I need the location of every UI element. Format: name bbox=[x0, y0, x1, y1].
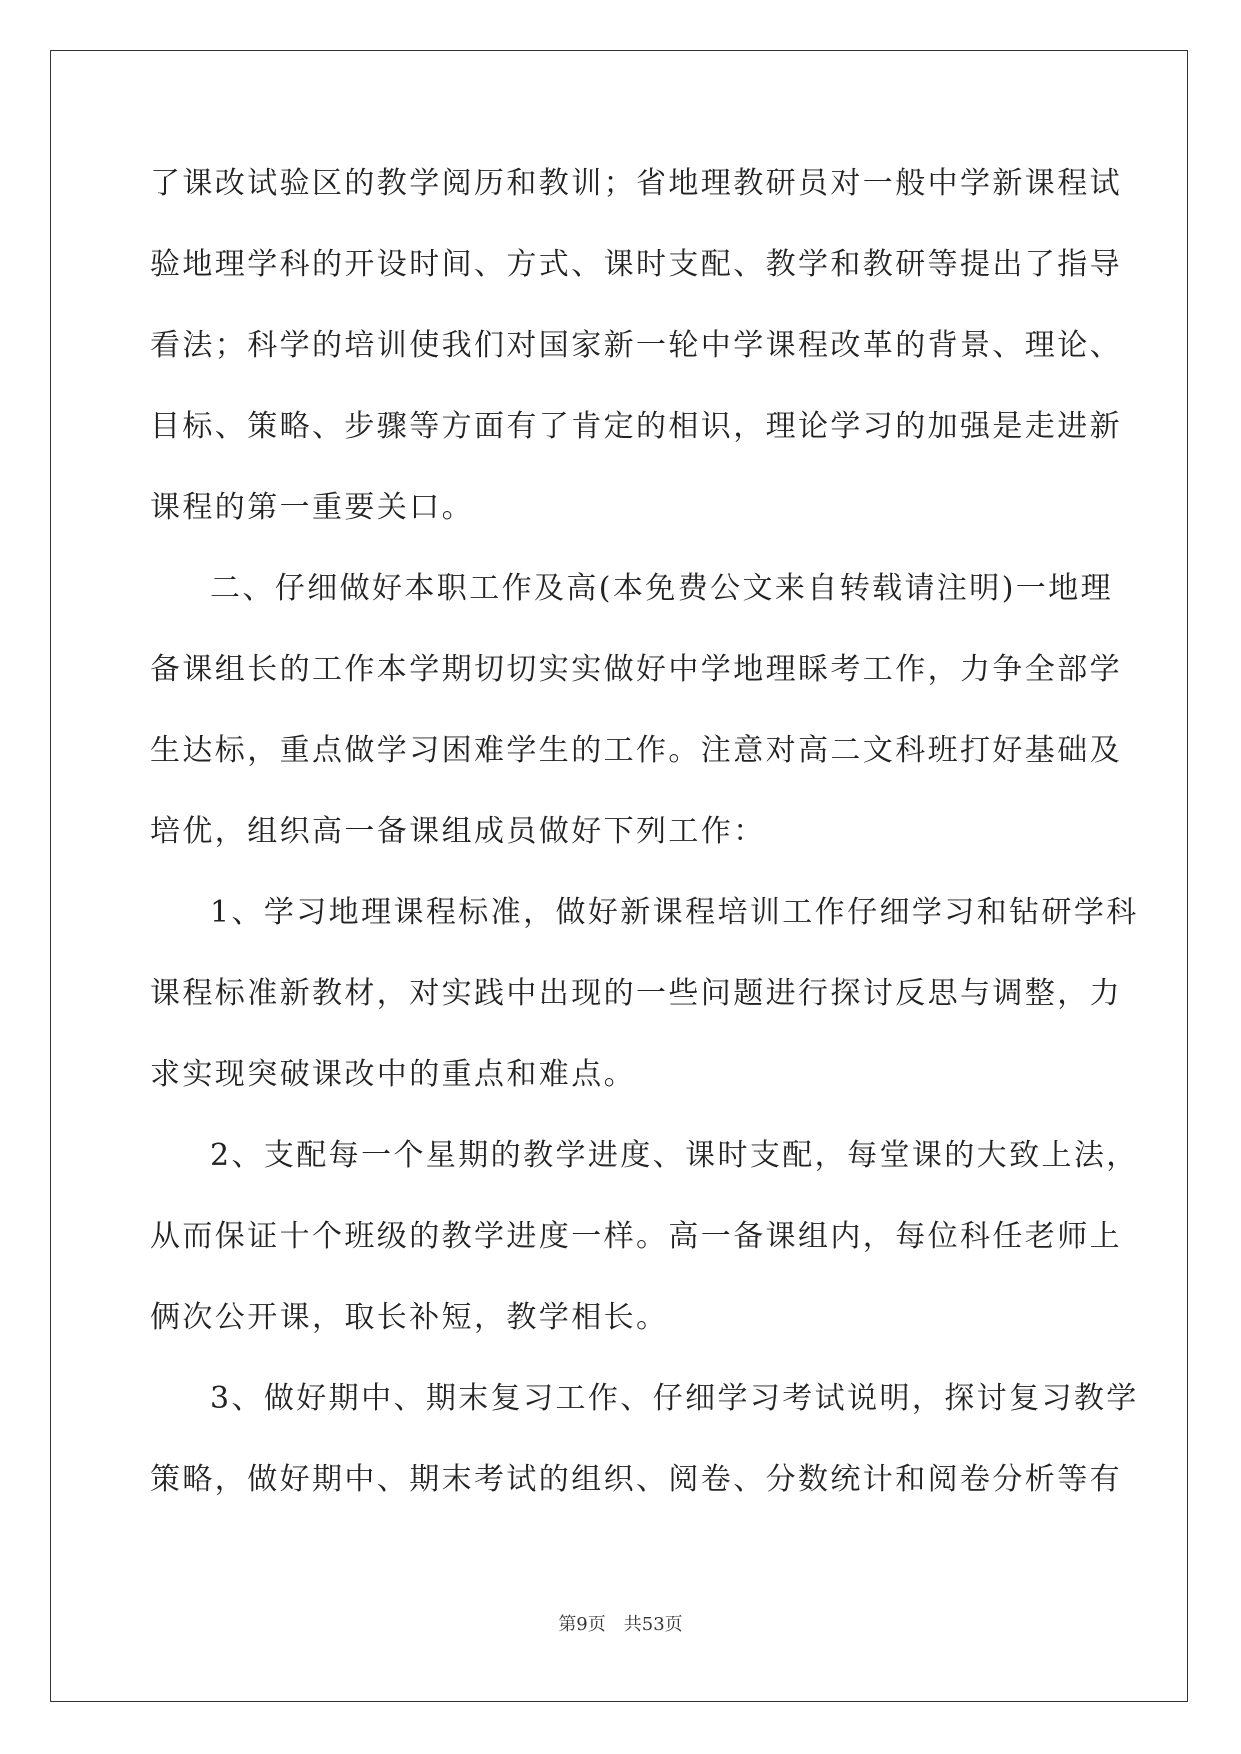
page-footer bbox=[0, 1610, 1241, 1636]
text-line: 看法；科学的培训使我们对国家新一轮中学课程改革的背景、理论、 bbox=[150, 328, 1122, 363]
text-line: 二、仔细做好本职工作及高(本免费公文来自转载请注明)一地理 bbox=[210, 571, 1114, 606]
document-body bbox=[150, 160, 1139, 1537]
text-line: 3、做好期中、期末复习工作、仔细学习考试说明，探讨复习教学 bbox=[210, 1381, 1139, 1416]
text-line: 目标、策略、步骤等方面有了肯定的相识，理论学习的加强是走进新 bbox=[150, 409, 1122, 444]
text-line: 从而保证十个班级的教学进度一样。高一备课组内，每位科任老师上 bbox=[150, 1219, 1122, 1254]
text-line: 求实现突破课改中的重点和难点。 bbox=[150, 1057, 636, 1092]
text-line: 验地理学科的开设时间、方式、课时支配、教学和教研等提出了指导 bbox=[150, 247, 1122, 282]
page-number: 第9页 bbox=[558, 1614, 606, 1635]
text-line: 课程的第一重要关口。 bbox=[150, 490, 474, 525]
text-line: 2、支配每一个星期的教学进度、课时支配，每堂课的大致上法， bbox=[210, 1138, 1139, 1173]
text-line: 了课改试验区的教学阅历和教训；省地理教研员对一般中学新课程试 bbox=[150, 166, 1122, 201]
text-line: 生达标，重点做学习困难学生的工作。注意对高二文科班打好基础及 bbox=[150, 733, 1122, 768]
total-pages: 共53页 bbox=[623, 1614, 683, 1635]
text-line: 策略，做好期中、期末考试的组织、阅卷、分数统计和阅卷分析等有 bbox=[150, 1462, 1122, 1497]
text-line: 1、学习地理课程标准，做好新课程培训工作仔细学习和钻研学科 bbox=[210, 895, 1139, 930]
text-line: 备课组长的工作本学期切切实实做好中学地理睬考工作，力争全部学 bbox=[150, 652, 1122, 687]
text-line: 课程标准新教材，对实践中出现的一些问题进行探讨反思与调整，力 bbox=[150, 976, 1122, 1011]
text-line: 培优，组织高一备课组成员做好下列工作： bbox=[150, 814, 766, 849]
text-line: 俩次公开课，取长补短，教学相长。 bbox=[150, 1300, 669, 1335]
